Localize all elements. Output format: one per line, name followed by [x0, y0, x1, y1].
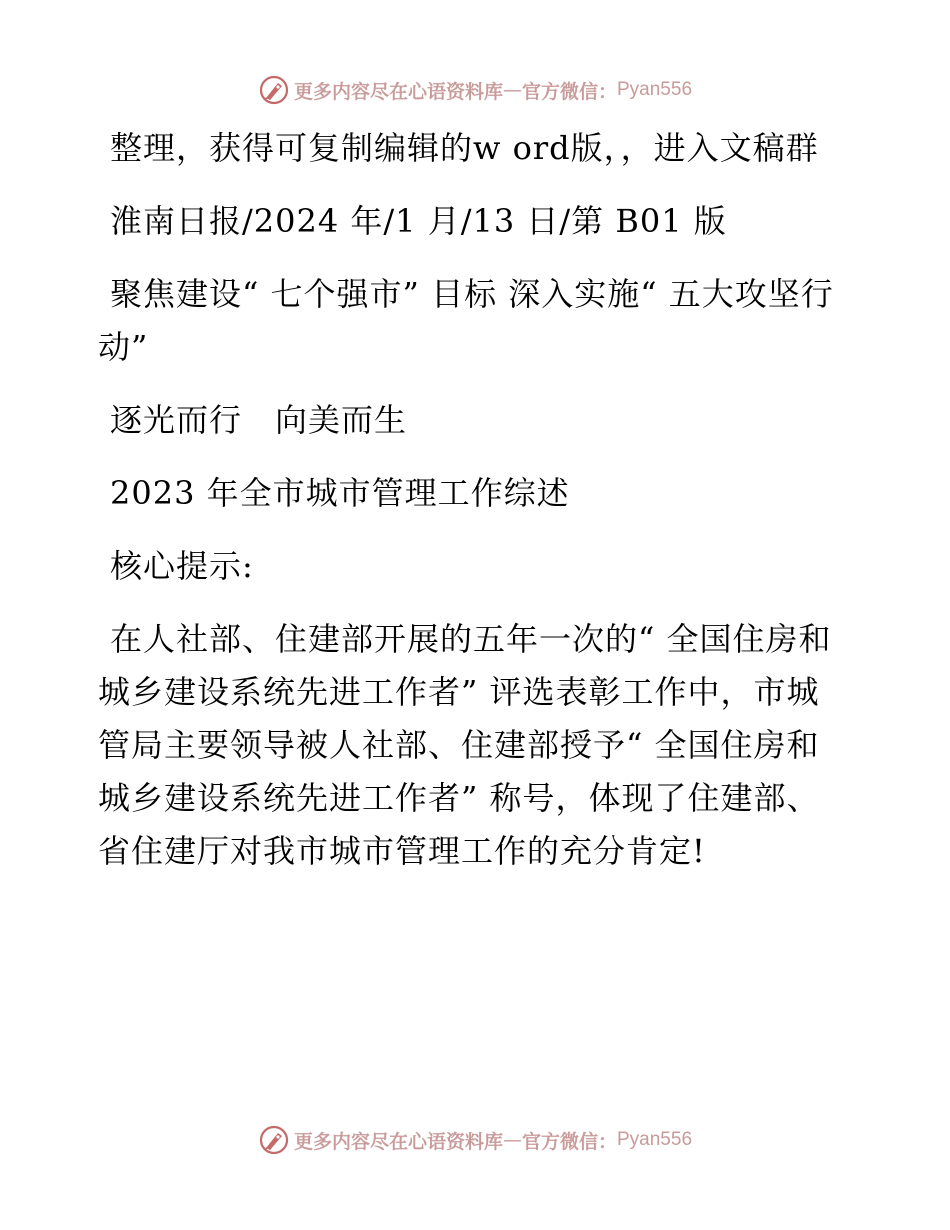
watermark-brand-text: 更多内容尽在心语资料库	[293, 80, 503, 103]
watermark-wechat-id: Pyan556	[617, 79, 693, 100]
watermark-brand-text: 更多内容尽在心语资料库	[293, 1130, 503, 1153]
paragraph-key-points-body: 在人社部、住建部开展的五年一次的“ 全国住房和城乡建设系统先进工作者” 评选表彰工作中，市城管局主要领导被人社部、住建部授予“ 全国住房和城乡建设系统先进工作者” 称号，体现了住建部、省住建厅对我市城市管理工作的充分肯定!	[98, 620, 832, 870]
paragraph-subtitle: 2023 年全市城市管理工作综述	[110, 474, 570, 512]
paragraph-intro-note: 整理，获得可复制编辑的w ord版，，进入文稿群	[110, 129, 819, 167]
paragraph-title: 逐光而行 向美而生	[110, 401, 408, 439]
document-body	[98, 122, 838, 898]
watermark-separator: —	[502, 1129, 522, 1151]
header-watermark	[0, 70, 950, 110]
paragraph-source-line: 淮南日报/2024 年/1 月/13 日/第 B01 版	[110, 202, 727, 240]
watermark-wechat-id: Pyan556	[617, 1129, 693, 1150]
footer-watermark	[0, 1120, 950, 1160]
paragraph-headline: 聚焦建设“ 七个强市” 目标 深入实施“ 五大攻坚行动”	[98, 275, 834, 366]
paragraph-key-points-label: 核心提示:	[110, 547, 254, 585]
watermark-wechat-label: 官方微信：	[521, 1130, 617, 1153]
watermark-wechat-label: 官方微信：	[521, 80, 617, 103]
watermark-separator: —	[502, 79, 522, 101]
pen-nib-logo-icon	[258, 74, 290, 106]
pen-nib-logo-icon	[258, 1124, 290, 1156]
